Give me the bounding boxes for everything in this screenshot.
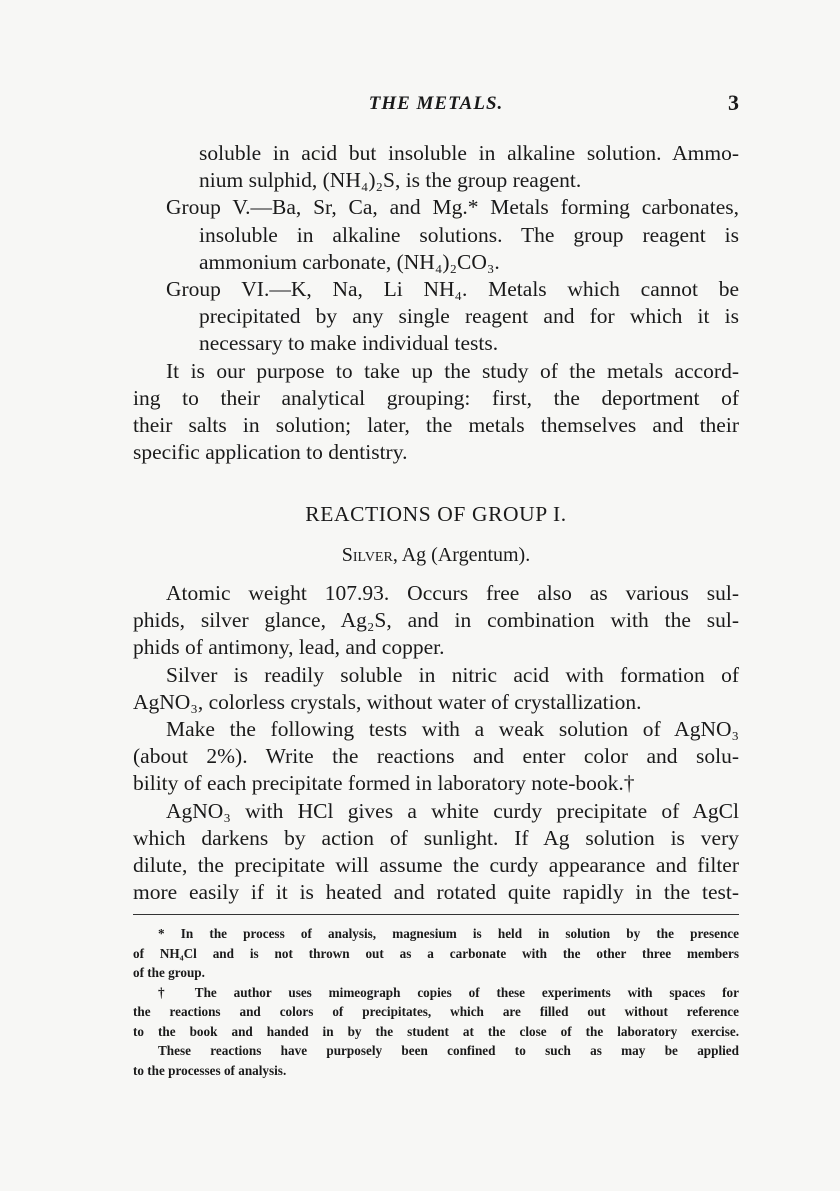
text-line: Group VI.—K, Na, Li NH₄. Metals which cannot be	[166, 276, 739, 301]
subsection-heading	[133, 544, 739, 567]
text-line: soluble in acid but insoluble in alkaline solution. Ammo-	[199, 141, 739, 165]
page-number: 3	[728, 90, 739, 115]
footnotes	[133, 924, 739, 1080]
text-line: Atomic weight 107.93. Occurs free also as various sul-	[166, 581, 739, 605]
text-line: dilute, the precipitate will assume the curdy appearance and filter	[133, 852, 739, 877]
footnote-rule	[133, 914, 739, 915]
body-text	[133, 140, 739, 466]
body-text-silver	[133, 580, 739, 906]
running-title: THE METALS.	[368, 93, 504, 114]
footnote-line: of NH₄Cl and is not thrown out as a carbonate with the other three members	[133, 945, 739, 961]
text-line: Group V.—Ba, Sr, Ca, and Mg.* Metals forming carbonates,	[166, 195, 739, 220]
text-line: nium sulphid, (NH₄)₂S, is the group reagent.	[199, 168, 582, 193]
text-line: bility of each precipitate formed in laboratory note-book.†	[133, 771, 635, 796]
text-line: which darkens by action of sunlight. If Ag solution is very	[133, 825, 739, 850]
text-line: ammonium carbonate, (NH₄)₂CO₃.	[199, 249, 500, 274]
text-line: phids, silver glance, Ag₂S, and in combination with the sul-	[133, 608, 739, 633]
text-line: necessary to make individual tests.	[199, 331, 499, 356]
footnote-line: to the book and handed in by the student at the close of the laboratory exercise.	[133, 1023, 739, 1039]
text-line: more easily if it is heated and rotated quite rapidly in the test-	[133, 880, 739, 905]
text-line: It is our purpose to take up the study of the metals accord-	[166, 358, 739, 383]
text-line: insoluble in alkaline solutions. The group reagent is	[199, 222, 739, 247]
text-line: ing to their analytical grouping: first, the deportment of	[133, 385, 739, 410]
text-line: Make the following tests with a weak solution of AgNO₃	[166, 716, 739, 741]
text-line: (about 2%). Write the reactions and enter color and solu-	[133, 744, 739, 769]
text-line: phids of antimony, lead, and copper.	[133, 635, 445, 660]
text-line: their salts in solution; later, the metals themselves and their	[133, 412, 739, 437]
footnote-line: * In the process of analysis, magnesium is held in solution by the presence	[158, 926, 739, 941]
footnote-line: the reactions and colors of precipitates, which are filled out without reference	[133, 1004, 739, 1019]
page-header	[133, 90, 739, 123]
section-heading: REACTIONS OF GROUP I.	[305, 502, 567, 526]
text-line: AgNO₃, colorless crystals, without water of crystallization.	[133, 689, 642, 714]
element-name: Silver	[341, 544, 393, 566]
footnote-line: These reactions have purposely been confined to such as may be applied	[158, 1043, 739, 1058]
text-line: precipitated by any single reagent and for which it is	[199, 304, 739, 329]
footnote-line: of the group.	[133, 965, 205, 980]
text-line: AgNO₃ with HCl gives a white curdy precipitate of AgCl	[166, 798, 739, 823]
element-symbol: , Ag (Argentum).	[392, 544, 531, 566]
text-line: Silver is readily soluble in nitric acid with formation of	[166, 662, 739, 687]
footnote-line: to the processes of analysis.	[133, 1062, 287, 1078]
text-line: specific application to dentistry.	[133, 440, 408, 465]
footnote-line: † The author uses mimeograph copies of these experiments with spaces for	[158, 984, 739, 1000]
